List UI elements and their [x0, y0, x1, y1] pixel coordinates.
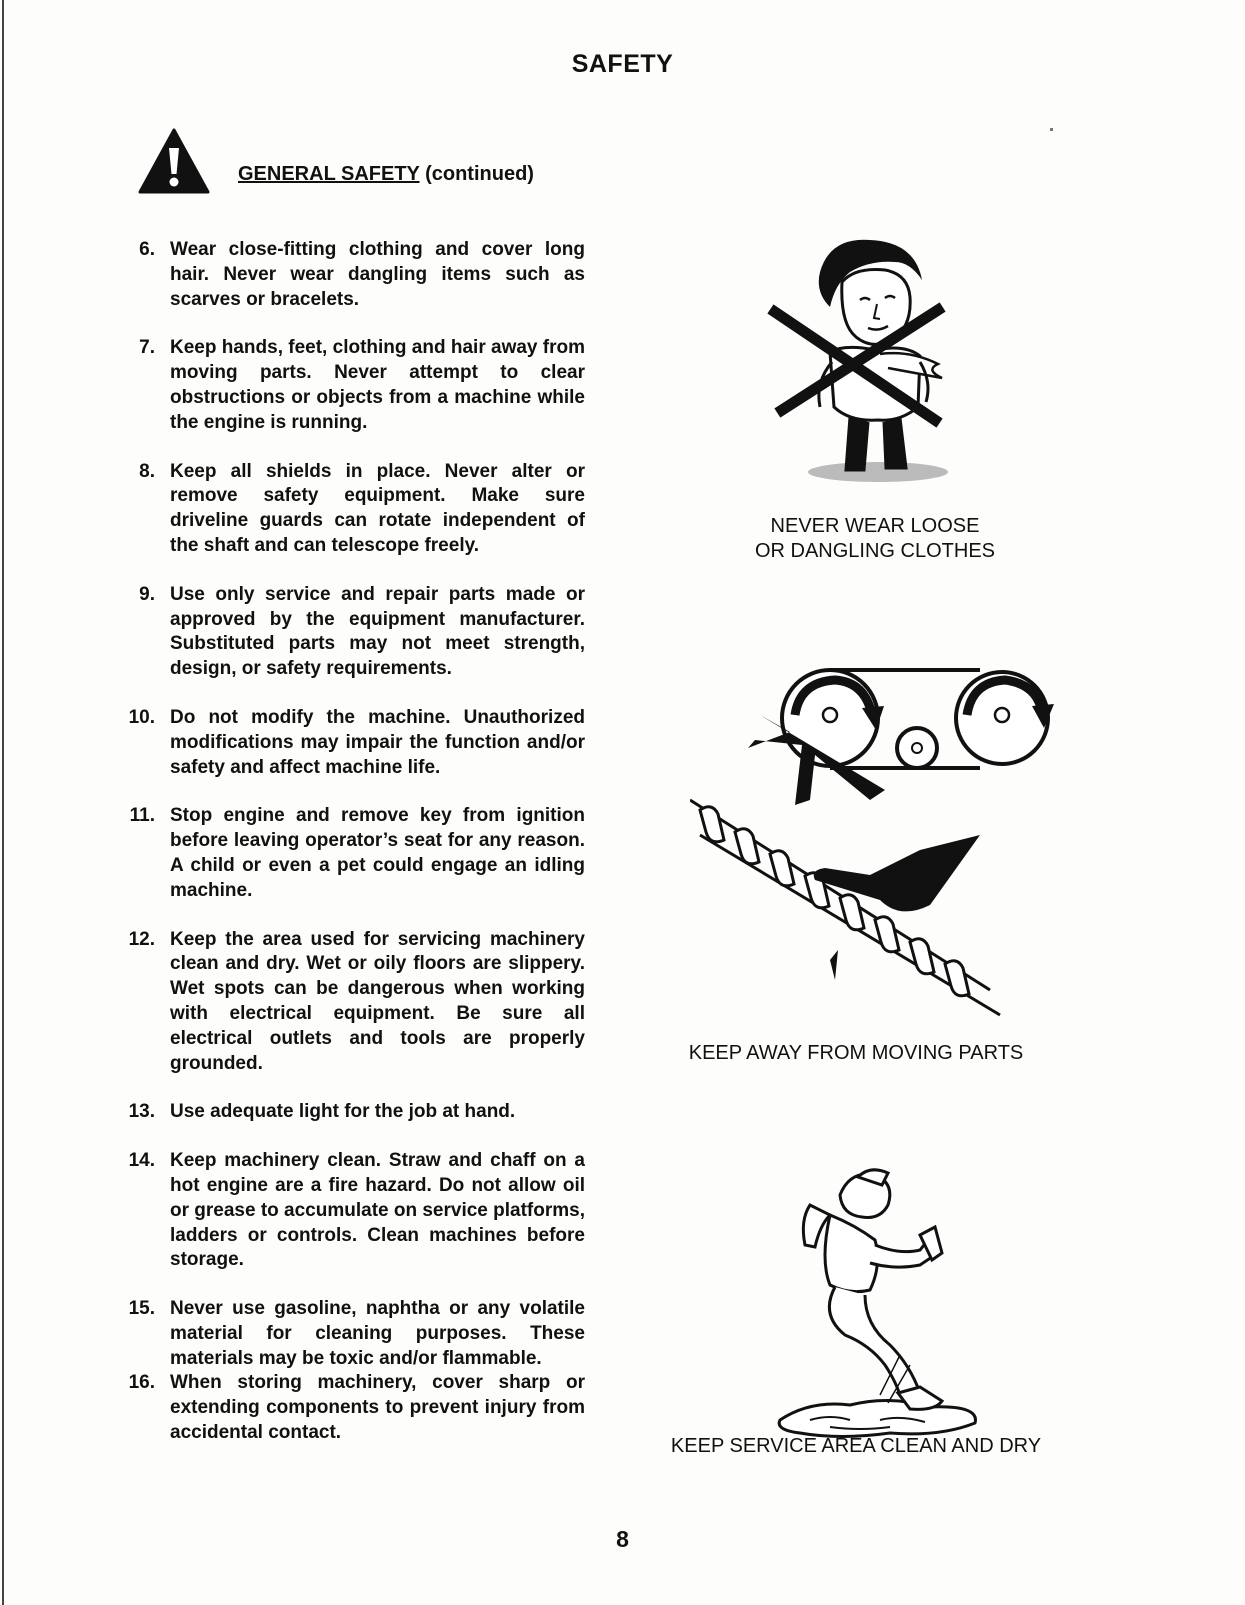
caption-line: OR DANGLING CLOTHES — [754, 540, 996, 562]
item-text: Never use gasoline, naphtha or any volatile material for cleaning purposes. These materials may be toxic and/or flammable. — [170, 1298, 585, 1369]
caption-moving-parts: KEEP AWAY FROM MOVING PARTS — [688, 1042, 1024, 1064]
item-number: 6. — [139, 239, 155, 260]
caption-clean-dry: KEEP SERVICE AREA CLEAN AND DRY — [670, 1435, 1042, 1457]
safety-item — [115, 238, 585, 312]
item-number: 15. — [128, 1298, 155, 1320]
safety-item — [115, 706, 585, 780]
safety-item — [115, 804, 585, 903]
caption-line: NEVER WEAR LOOSE — [770, 515, 980, 537]
item-number: 10. — [128, 706, 155, 728]
caption-loose-clothes — [655, 514, 1095, 564]
item-number: 7. — [139, 337, 155, 359]
item-text: Keep machinery clean. Straw and chaff on a hot engine are a fire hazard. Do not allow oil or grease to accumulate on service platforms, ladders or controls. Clean machines before storage. — [170, 1150, 585, 1271]
warning-triangle-icon — [138, 128, 210, 194]
section-heading-title: GENERAL SAFETY — [238, 163, 420, 185]
item-number: 9. — [139, 583, 155, 605]
loose-clothing-illustration — [760, 232, 980, 492]
item-number: 12. — [128, 928, 155, 950]
slipping-person-illustration — [770, 1165, 1000, 1455]
safety-item — [115, 1149, 585, 1273]
item-text: Use only service and repair parts made or approved by the equipment manufacturer. Substituted parts may not meet strength, design, or safety requirements. — [170, 583, 585, 680]
page-number: 8 — [616, 1526, 629, 1552]
item-text: Keep hands, feet, clothing and hair away from moving parts. Never attempt to clear obstructions or objects from a machine while the engine is running. — [170, 337, 585, 433]
item-text: Stop engine and remove key from ignition before leaving operator’s seat for any reason. A child or even a pet could engage an idling machine. — [170, 805, 585, 901]
safety-list — [115, 238, 585, 1446]
safety-item — [115, 583, 585, 682]
item-number: 11. — [129, 805, 155, 827]
item-number: 8. — [139, 460, 155, 482]
item-text: When storing machinery, cover sharp or extending components to prevent injury from accidental contact. — [170, 1372, 585, 1444]
safety-item — [115, 1297, 585, 1371]
scan-speck — [1050, 128, 1053, 131]
item-text: Keep all shields in place. Never alter or remove safety equipment. Make sure driveline guards can rotate independent of the shaft and can telescope freely. — [170, 460, 585, 556]
section-heading-suffix: (continued) — [419, 163, 534, 185]
item-text: Do not modify the machine. Unauthorized modifications may impair the function and/or safety and affect machine life. — [170, 706, 585, 778]
moving-parts-illustration — [690, 660, 1070, 1060]
scan-edge-rule — [2, 0, 4, 1605]
safety-item — [115, 460, 585, 559]
item-text: Use adequate light for the job at hand. — [170, 1101, 516, 1123]
item-text: Wear close-fitting clothing and cover long hair. Never wear dangling items such as scarves or bracelets. — [170, 239, 585, 310]
item-number: 16. — [128, 1372, 155, 1394]
safety-item — [115, 336, 585, 435]
safety-item — [115, 1371, 585, 1445]
page-title: SAFETY — [571, 50, 674, 78]
item-number: 14. — [128, 1150, 155, 1172]
safety-item — [115, 928, 585, 1077]
safety-item — [115, 1100, 585, 1125]
item-text: Keep the area used for servicing machinery clean and dry. Wet or oily floors are slippery. Wet spots can be dangerous when working with electrical equipment. Be sure all electrical outlets and tools are properly grounded. — [170, 928, 585, 1074]
item-number: 13. — [128, 1101, 155, 1123]
section-heading — [238, 163, 534, 186]
